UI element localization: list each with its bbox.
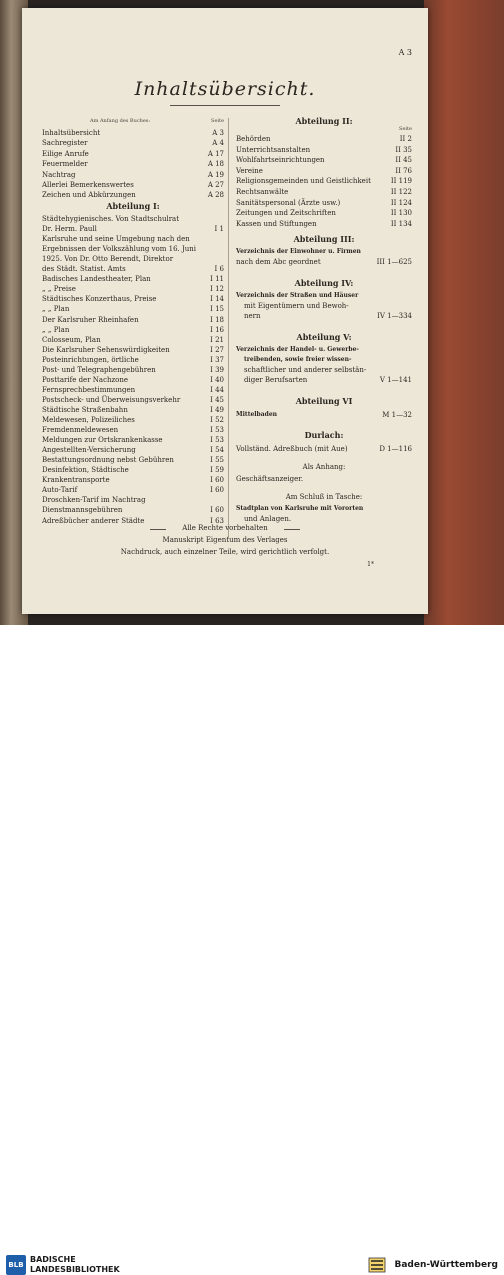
toc-entry-label: Desinfektion, Städtische	[42, 466, 129, 475]
toc-entry-page: II 45	[395, 156, 412, 165]
durlach-heading: Durlach:	[304, 430, 344, 440]
toc-entry-page: II 76	[395, 166, 412, 175]
branding-footer	[0, 625, 504, 1274]
toc-entry	[42, 138, 224, 148]
toc-entry-label: Städtehygienisches. Von Stadtschulrat	[42, 215, 180, 223]
toc-entry-page: I 60	[210, 486, 224, 495]
toc-entry	[236, 219, 412, 229]
toc-entry	[42, 128, 224, 138]
toc-entry-label: Feuermelder	[42, 160, 88, 169]
section3-line1: Verzeichnis der Einwohner u. Firmen	[236, 248, 361, 255]
anhang-heading: Als Anhang:	[302, 463, 346, 471]
toc-entry-page: A 18	[207, 160, 224, 169]
toc-entry-page: A 17	[207, 149, 224, 158]
toc-entry-label: Städtische Straßenbahn	[42, 405, 128, 414]
section4-line3: nern	[244, 312, 261, 320]
toc-entry-label: Bestattungsordnung nebst Gebühren	[42, 456, 174, 465]
toc-entry-page: I 16	[210, 325, 224, 334]
toc-entry-page: I 12	[210, 285, 224, 294]
left-header-label: Am Anfang des Buches:	[90, 118, 151, 124]
toc-entry	[236, 208, 412, 218]
toc-entry-page: I 27	[210, 345, 224, 354]
toc-entry	[42, 385, 224, 395]
toc-entry-page: I 39	[210, 365, 224, 374]
blb-name[interactable]	[30, 1255, 120, 1275]
durlach-page: D 1—116	[379, 445, 412, 453]
toc-entry	[42, 475, 224, 485]
toc-entry-page: I 49	[210, 405, 224, 414]
blb-line2: LANDESBIBLIOTHEK	[30, 1265, 120, 1274]
section-heading-3: Abteilung III:	[293, 234, 355, 244]
column-divider	[228, 118, 229, 538]
toc-entry-label: Colosseum, Plan	[42, 335, 101, 344]
durlach-label: Vollständ. Adreßbuch (mit Aue)	[236, 445, 348, 453]
toc-entry-label: Badisches Landestheater, Plan	[42, 275, 151, 284]
toc-entry-page: II 124	[390, 198, 412, 207]
toc-entry	[42, 149, 224, 159]
toc-entry-label: Posteinrichtungen, örtliche	[42, 355, 139, 364]
toc-entry-page: II 122	[390, 188, 412, 196]
toc-entry	[42, 455, 224, 465]
toc-entry	[236, 155, 412, 165]
toc-entry-label: 1925. Von Dr. Otto Berendt, Direktor	[42, 255, 174, 264]
blb-line1: BADISCHE	[30, 1255, 76, 1264]
toc-entry-label: Auto-Tarif	[42, 486, 78, 495]
toc-entry-label: Nachtrag	[42, 170, 76, 179]
toc-entry-page: I 6	[214, 265, 224, 274]
toc-entry-label: „ „ Plan	[42, 305, 70, 314]
toc-entry-label: Adreßbücher anderer Städte	[42, 516, 145, 525]
toc-entry-label: Fremdenmeldewesen	[42, 426, 119, 435]
toc-entry-label: Zeichen und Abkürzungen	[42, 191, 136, 200]
toc-entry-label: Meldungen zur Ortskrankenkasse	[42, 436, 163, 445]
toc-entry	[42, 445, 224, 455]
toc-entry-page: I 37	[210, 355, 224, 364]
toc-entry-page: II 2	[399, 135, 412, 143]
section3-page: III 1—625	[376, 258, 412, 266]
toc-entry	[42, 254, 224, 264]
toc-entry	[42, 304, 224, 314]
toc-entry	[42, 244, 224, 254]
toc-entry-label: Droschken-Tarif im Nachtrag	[42, 496, 146, 505]
page-marker: A 3	[398, 48, 412, 57]
anhang-label: Geschäftsanzeiger.	[236, 475, 304, 483]
toc-entry	[42, 170, 224, 180]
toc-entry-page: II 130	[390, 209, 412, 218]
toc-entry	[42, 355, 224, 365]
toc-entry	[42, 465, 224, 475]
toc-entry-label: Inhaltsübersicht	[42, 129, 101, 137]
section5-line4: diger Berufsarten	[244, 376, 308, 384]
section4-line1: Verzeichnis der Straßen und Häuser	[236, 292, 359, 299]
toc-entry-label: Post- und Telegraphengebühren	[42, 365, 156, 374]
section-heading-1: Abteilung I:	[106, 201, 160, 211]
section6-page: M 1—32	[382, 411, 412, 419]
toc-entry-label: „ „ Plan	[42, 325, 70, 334]
toc-entry	[42, 234, 224, 244]
toc-entry-label: Fernsprechbestimmungen	[42, 385, 136, 394]
toc-entry	[42, 214, 224, 224]
left-column	[42, 110, 224, 530]
section-heading-4: Abteilung IV:	[294, 278, 354, 288]
page-title: Inhaltsübersicht.	[134, 78, 316, 100]
section4-line2: mit Eigentümern und Bewoh-	[244, 302, 349, 310]
toc-entry	[42, 435, 224, 445]
toc-entry-page: I 1	[214, 225, 224, 234]
toc-entry-page: A 28	[207, 191, 224, 200]
toc-entry-label: Rechtsanwälte	[236, 188, 289, 196]
toc-entry-page: I 53	[210, 426, 224, 435]
notice-line3: Nachdruck, auch einzelner Teile, wird gerichtlich verfolgt.	[120, 548, 330, 556]
section-heading-5: Abteilung V:	[296, 332, 352, 342]
toc-entry	[42, 274, 224, 284]
toc-entry-label: Posttarife der Nachzone	[42, 375, 129, 384]
toc-entry-label: Dienstmannsgebühren	[42, 506, 123, 515]
right-column	[236, 110, 412, 530]
right-header-seite: Seite	[399, 126, 412, 132]
toc-entry	[42, 495, 224, 505]
toc-entry-page: II 119	[390, 177, 412, 186]
toc-entry-label: Der Karlsruher Rheinhafen	[42, 315, 139, 324]
toc-entry-page: I 52	[210, 416, 224, 424]
toc-entry-page: I 11	[210, 275, 224, 284]
schluss-line2: und Anlagen.	[244, 515, 292, 523]
toc-entry	[236, 166, 412, 176]
title-rule	[170, 105, 280, 106]
toc-entry-label: Ergebnissen der Volkszählung vom 16. Juni	[42, 245, 197, 254]
toc-entry-page: A 27	[207, 181, 224, 189]
toc-entry-label: Sachregister	[42, 139, 88, 148]
toc-entry-page: I 15	[210, 305, 224, 314]
toc-entry-page: I 63	[210, 516, 224, 525]
section-heading-6: Abteilung VI	[295, 396, 353, 406]
toc-entry-label: Behörden	[236, 135, 271, 143]
toc-entry-label: Kassen und Stiftungen	[236, 219, 317, 228]
toc-entry	[236, 134, 412, 144]
toc-entry-page: A 3	[212, 129, 224, 137]
notice-line2: Manuskript Eigentum des Verlages	[162, 536, 288, 544]
toc-entry-label: Wohlfahrtseinrichtungen	[236, 156, 325, 165]
toc-entry	[42, 405, 224, 415]
book-cover-edge	[424, 0, 504, 625]
toc-entry	[236, 176, 412, 186]
section5-line3: schaftlicher und anderer selbstän-	[244, 366, 367, 374]
signature-mark: 1*	[367, 561, 374, 568]
toc-entry-page: I 54	[210, 446, 224, 455]
toc-entry	[42, 190, 224, 200]
toc-entry-label: Die Karlsruher Sehenswürdigkeiten	[42, 345, 170, 354]
toc-entry-page: I 60	[210, 476, 224, 485]
toc-entry-label: Postscheck- und Überweisungsverkehr	[42, 395, 181, 404]
toc-entry	[42, 325, 224, 335]
toc-entry	[42, 284, 224, 294]
toc-entry-label: Karlsruhe und seine Umgebung nach den	[42, 235, 190, 244]
toc-entry	[42, 345, 224, 355]
toc-entry-page: I 60	[210, 506, 224, 515]
toc-entry	[42, 365, 224, 375]
toc-entry-page: I 59	[210, 466, 224, 475]
toc-entry-label: Unterrichtsanstalten	[236, 145, 311, 154]
toc-entry	[236, 198, 412, 208]
schluss-heading: Am Schluß in Tasche:	[285, 493, 363, 501]
toc-entry	[42, 425, 224, 435]
toc-entry-label: Sanitätspersonal (Ärzte usw.)	[236, 198, 341, 207]
toc-entry-label: Religionsgemeinden und Geistlichkeit	[236, 177, 371, 186]
toc-entry	[42, 375, 224, 385]
toc-entry	[42, 294, 224, 304]
toc-entry-label: Meldewesen, Polizeiliches	[42, 416, 135, 424]
toc-entry	[42, 415, 224, 425]
toc-entry-page: II 134	[390, 219, 412, 228]
toc-entry	[42, 224, 224, 234]
scan-image	[0, 0, 504, 625]
toc-entry-page: I 14	[210, 295, 224, 304]
toc-entry	[236, 187, 412, 197]
toc-entry-page: A 19	[207, 170, 224, 179]
toc-entry-label: Zeitungen und Zeitschriften	[236, 209, 336, 218]
toc-entry-page: I 21	[210, 335, 224, 344]
bw-coat-of-arms-icon	[368, 1256, 386, 1274]
toc-entry-label: des Städt. Statist. Amts	[42, 265, 126, 274]
toc-entry	[236, 145, 412, 155]
toc-entry-label: Städtisches Konzerthaus, Preise	[42, 295, 157, 304]
toc-entry-page: I 44	[210, 385, 224, 394]
notice-line1: Alle Rechte vorbehalten	[182, 524, 268, 532]
section3-line2: nach dem Abc geordnet	[236, 258, 321, 266]
toc-entry	[42, 505, 224, 515]
blb-logo[interactable]: BLB	[6, 1255, 26, 1275]
section6-label: Mittelbaden	[236, 411, 278, 418]
toc-entry	[42, 264, 224, 274]
toc-entry-label: Dr. Herm. Paull	[42, 225, 97, 234]
toc-entry-page: I 53	[210, 436, 224, 445]
left-header-seite: Seite	[211, 118, 224, 124]
section5-page: V 1—141	[379, 376, 412, 384]
toc-entry-label: Allerlei Bemerkenswertes	[42, 181, 134, 189]
toc-entry-page: A 4	[212, 139, 224, 148]
toc-entry	[42, 485, 224, 495]
schluss-line1: Stadtplan von Karlsruhe mit Vororten	[236, 505, 364, 512]
toc-entry-label: „ „ Preise	[42, 285, 76, 294]
section5-line1: Verzeichnis der Handel- u. Gewerbe-	[236, 346, 359, 353]
section-heading-2: Abteilung II:	[295, 116, 353, 126]
section5-line2: treibenden, sowie freier wissen-	[244, 356, 352, 363]
toc-entry-page: II 35	[395, 145, 412, 154]
toc-entry-label: Krankentransporte	[42, 476, 110, 485]
toc-entry-page: I 45	[210, 395, 224, 404]
toc-entry	[42, 180, 224, 190]
toc-entry	[42, 395, 224, 405]
bw-name[interactable]: Baden-Württemberg	[394, 1260, 498, 1270]
toc-entry-label: Angestellten-Versicherung	[42, 446, 136, 455]
toc-entry	[42, 335, 224, 345]
toc-entry-page: I 18	[210, 315, 224, 324]
toc-entry-label: Vereine	[236, 166, 263, 175]
page	[22, 8, 428, 614]
toc-entry-page: I 40	[210, 375, 224, 384]
toc-entry-label: Eilige Anrufe	[42, 149, 89, 158]
toc-entry	[42, 159, 224, 169]
toc-entry	[42, 315, 224, 325]
section4-page: IV 1—334	[377, 312, 412, 320]
toc-entry-page: I 55	[210, 456, 224, 465]
